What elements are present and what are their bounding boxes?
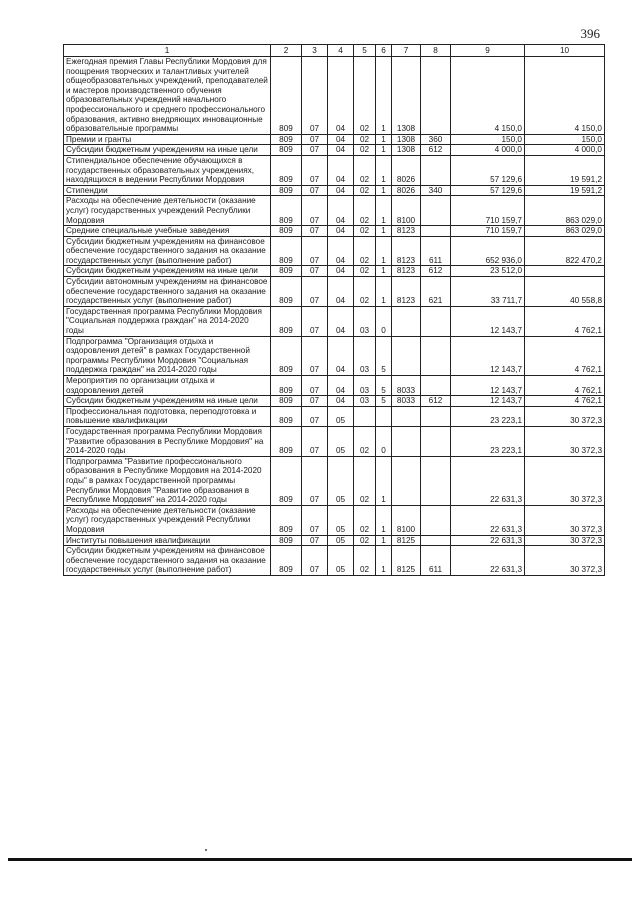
table-row: [64, 134, 605, 145]
subprogram-code-cell: 1: [376, 145, 392, 156]
item-name-cell: Профессиональная подготовка, переподготовка и повышение квалификации: [64, 406, 271, 426]
amount-year-1-cell: 57 129,6: [451, 155, 525, 185]
subprogram-code-cell: 1: [376, 57, 392, 135]
section-code-cell: 07: [302, 266, 328, 277]
admin-code-cell: 809: [271, 226, 302, 237]
admin-code-cell: 809: [271, 376, 302, 396]
section-code-cell: 07: [302, 226, 328, 237]
amount-year-1-cell: 23 223,1: [451, 426, 525, 456]
target-code-cell: 8123: [392, 236, 421, 266]
target-code-cell: 8100: [392, 505, 421, 535]
target-code-cell: 8125: [392, 535, 421, 546]
program-code-cell: 02: [354, 155, 376, 185]
table-row: [64, 426, 605, 456]
target-code-cell: 8123: [392, 277, 421, 307]
amount-year-2-cell: 4 150,0: [525, 57, 605, 135]
program-code-cell: 02: [354, 277, 376, 307]
expense-type-code-cell: [421, 336, 451, 375]
expense-type-code-cell: [421, 155, 451, 185]
subsection-code-cell: 04: [328, 396, 354, 407]
amount-year-1-cell: 652 936,0: [451, 236, 525, 266]
program-code-cell: 03: [354, 376, 376, 396]
table-row: [64, 185, 605, 196]
target-code-cell: [392, 456, 421, 505]
item-name-cell: Подпрограмма "Организация отдыха и оздоровления детей" в рамках Государственной программы Республики Мордовия "Социальная поддержка граждан" на 2014-2020 годы: [64, 336, 271, 375]
column-header-5: 5: [354, 45, 376, 57]
table-row: [64, 196, 605, 226]
subsection-code-cell: 05: [328, 456, 354, 505]
section-code-cell: 07: [302, 306, 328, 336]
target-code-cell: 1308: [392, 134, 421, 145]
item-name-cell: Стипендиальное обеспечение обучающихся в государственных образовательных учреждениях, находящихся в ведении Республики Мордовия: [64, 155, 271, 185]
admin-code-cell: 809: [271, 396, 302, 407]
subprogram-code-cell: 1: [376, 456, 392, 505]
table-row: [64, 376, 605, 396]
subprogram-code-cell: 1: [376, 134, 392, 145]
column-header-3: 3: [302, 45, 328, 57]
amount-year-1-cell: 150,0: [451, 134, 525, 145]
section-code-cell: 07: [302, 396, 328, 407]
subprogram-code-cell: 1: [376, 266, 392, 277]
subsection-code-cell: 04: [328, 134, 354, 145]
expense-type-code-cell: [421, 535, 451, 546]
subprogram-code-cell: 5: [376, 336, 392, 375]
expense-type-code-cell: [421, 376, 451, 396]
target-code-cell: 8123: [392, 266, 421, 277]
subprogram-code-cell: 1: [376, 546, 392, 576]
amount-year-1-cell: 4 150,0: [451, 57, 525, 135]
header-row: [64, 45, 605, 57]
column-header-8: 8: [421, 45, 451, 57]
subprogram-code-cell: 1: [376, 185, 392, 196]
amount-year-1-cell: 12 143,7: [451, 376, 525, 396]
table-body: [64, 57, 605, 576]
section-code-cell: 07: [302, 406, 328, 426]
table-row: [64, 535, 605, 546]
expense-type-code-cell: [421, 456, 451, 505]
target-code-cell: [392, 336, 421, 375]
amount-year-2-cell: 30 372,3: [525, 546, 605, 576]
expense-type-code-cell: 611: [421, 236, 451, 266]
subsection-code-cell: 05: [328, 426, 354, 456]
admin-code-cell: 809: [271, 277, 302, 307]
column-header-4: 4: [328, 45, 354, 57]
amount-year-2-cell: 30 372,3: [525, 535, 605, 546]
expense-type-code-cell: 360: [421, 134, 451, 145]
program-code-cell: 03: [354, 396, 376, 407]
bottom-rule: [8, 858, 632, 861]
program-code-cell: 02: [354, 546, 376, 576]
admin-code-cell: 809: [271, 426, 302, 456]
target-code-cell: 1308: [392, 57, 421, 135]
target-code-cell: 8123: [392, 226, 421, 237]
item-name-cell: Премии и гранты: [64, 134, 271, 145]
subsection-code-cell: 04: [328, 277, 354, 307]
budget-table: [63, 44, 605, 576]
subsection-code-cell: 04: [328, 376, 354, 396]
subprogram-code-cell: 0: [376, 306, 392, 336]
amount-year-1-cell: 22 631,3: [451, 505, 525, 535]
amount-year-2-cell: 30 372,3: [525, 426, 605, 456]
section-code-cell: 07: [302, 426, 328, 456]
item-name-cell: Стипендии: [64, 185, 271, 196]
item-name-cell: Субсидии бюджетным учреждениям на финансовое обеспечение государственного задания на оказание государственных услуг (выполнение работ): [64, 546, 271, 576]
section-code-cell: 07: [302, 277, 328, 307]
subsection-code-cell: 05: [328, 505, 354, 535]
subprogram-code-cell: 1: [376, 277, 392, 307]
admin-code-cell: 809: [271, 236, 302, 266]
admin-code-cell: 809: [271, 505, 302, 535]
amount-year-2-cell: 863 029,0: [525, 226, 605, 237]
expense-type-code-cell: 612: [421, 396, 451, 407]
section-code-cell: 07: [302, 546, 328, 576]
subsection-code-cell: 04: [328, 306, 354, 336]
item-name-cell: Субсидии бюджетным учреждениям на иные цели: [64, 266, 271, 277]
item-name-cell: Государственная программа Республики Мордовия "Развитие образования в Республике Мордовия" на 2014-2020 годы: [64, 426, 271, 456]
item-name-cell: Институты повышения квалификации: [64, 535, 271, 546]
table-row: [64, 396, 605, 407]
table-row: [64, 236, 605, 266]
amount-year-2-cell: 822 470,2: [525, 236, 605, 266]
program-code-cell: 02: [354, 236, 376, 266]
expense-type-code-cell: 621: [421, 277, 451, 307]
subsection-code-cell: 04: [328, 155, 354, 185]
program-code-cell: 02: [354, 456, 376, 505]
target-code-cell: [392, 306, 421, 336]
amount-year-1-cell: 710 159,7: [451, 226, 525, 237]
subprogram-code-cell: 1: [376, 155, 392, 185]
item-name-cell: Субсидии бюджетным учреждениям на иные цели: [64, 396, 271, 407]
admin-code-cell: 809: [271, 145, 302, 156]
amount-year-2-cell: 19 591,2: [525, 155, 605, 185]
amount-year-1-cell: 22 631,3: [451, 546, 525, 576]
amount-year-2-cell: 863 029,0: [525, 196, 605, 226]
program-code-cell: 02: [354, 185, 376, 196]
amount-year-1-cell: 22 631,3: [451, 535, 525, 546]
amount-year-1-cell: 12 143,7: [451, 306, 525, 336]
item-name-cell: Мероприятия по организации отдыха и оздоровления детей: [64, 376, 271, 396]
section-code-cell: 07: [302, 196, 328, 226]
expense-type-code-cell: [421, 306, 451, 336]
amount-year-2-cell: 4 762,1: [525, 376, 605, 396]
subsection-code-cell: 05: [328, 546, 354, 576]
expense-type-code-cell: 611: [421, 546, 451, 576]
program-code-cell: 02: [354, 134, 376, 145]
amount-year-2-cell: 30 372,3: [525, 406, 605, 426]
section-code-cell: 07: [302, 376, 328, 396]
table-row: [64, 456, 605, 505]
subprogram-code-cell: 1: [376, 236, 392, 266]
subsection-code-cell: 04: [328, 57, 354, 135]
admin-code-cell: 809: [271, 306, 302, 336]
amount-year-2-cell: 40 558,8: [525, 277, 605, 307]
admin-code-cell: 809: [271, 546, 302, 576]
amount-year-2-cell: [525, 266, 605, 277]
item-name-cell: Субсидии бюджетным учреждениям на финансовое обеспечение государственного задания на оказание государственных услуг (выполнение работ): [64, 236, 271, 266]
admin-code-cell: 809: [271, 406, 302, 426]
subprogram-code-cell: 1: [376, 505, 392, 535]
subprogram-code-cell: 1: [376, 196, 392, 226]
expense-type-code-cell: [421, 505, 451, 535]
program-code-cell: 03: [354, 336, 376, 375]
subsection-code-cell: 04: [328, 236, 354, 266]
section-code-cell: 07: [302, 456, 328, 505]
program-code-cell: 02: [354, 57, 376, 135]
subsection-code-cell: 04: [328, 145, 354, 156]
item-name-cell: Расходы на обеспечение деятельности (оказание услуг) государственных учреждений Республики Мордовия: [64, 505, 271, 535]
amount-year-1-cell: 23 223,1: [451, 406, 525, 426]
section-code-cell: 07: [302, 145, 328, 156]
target-code-cell: 8125: [392, 546, 421, 576]
program-code-cell: 02: [354, 505, 376, 535]
amount-year-2-cell: 19 591,2: [525, 185, 605, 196]
subsection-code-cell: 04: [328, 185, 354, 196]
section-code-cell: 07: [302, 535, 328, 546]
scan-speck: [205, 849, 207, 851]
amount-year-1-cell: 33 711,7: [451, 277, 525, 307]
amount-year-1-cell: 4 000,0: [451, 145, 525, 156]
target-code-cell: 8033: [392, 396, 421, 407]
expense-type-code-cell: [421, 226, 451, 237]
amount-year-2-cell: 4 762,1: [525, 306, 605, 336]
item-name-cell: Субсидии автономным учреждениям на финансовое обеспечение государственного задания на оказание государственных услуг (выполнение работ): [64, 277, 271, 307]
admin-code-cell: 809: [271, 336, 302, 375]
section-code-cell: 07: [302, 134, 328, 145]
amount-year-1-cell: 57 129,6: [451, 185, 525, 196]
amount-year-1-cell: 23 512,0: [451, 266, 525, 277]
amount-year-1-cell: 12 143,7: [451, 336, 525, 375]
target-code-cell: 8026: [392, 155, 421, 185]
table-row: [64, 266, 605, 277]
admin-code-cell: 809: [271, 134, 302, 145]
target-code-cell: 8033: [392, 376, 421, 396]
target-code-cell: 8026: [392, 185, 421, 196]
admin-code-cell: 809: [271, 155, 302, 185]
item-name-cell: Ежегодная премия Главы Республики Мордовия для поощрения творческих и талантливых учителей общеобразовательных учреждений, преподавателей и мастеров производственного обучения образовательных учреждений начального профессионального и среднего профессионального образования, активно внедряющих инновационные образовательные программы: [64, 57, 271, 135]
column-header-9: 9: [451, 45, 525, 57]
program-code-cell: 02: [354, 426, 376, 456]
item-name-cell: Государственная программа Республики Мордовия "Социальная поддержка граждан" на 2014-2020 годы: [64, 306, 271, 336]
section-code-cell: 07: [302, 57, 328, 135]
amount-year-1-cell: 22 631,3: [451, 456, 525, 505]
section-code-cell: 07: [302, 155, 328, 185]
expense-type-code-cell: [421, 196, 451, 226]
subprogram-code-cell: 5: [376, 376, 392, 396]
subprogram-code-cell: 5: [376, 396, 392, 407]
program-code-cell: 02: [354, 226, 376, 237]
section-code-cell: 07: [302, 505, 328, 535]
program-code-cell: 02: [354, 145, 376, 156]
section-code-cell: 07: [302, 336, 328, 375]
section-code-cell: 07: [302, 236, 328, 266]
amount-year-1-cell: 12 143,7: [451, 396, 525, 407]
expense-type-code-cell: [421, 426, 451, 456]
table-row: [64, 277, 605, 307]
program-code-cell: 02: [354, 535, 376, 546]
subsection-code-cell: 05: [328, 535, 354, 546]
target-code-cell: 8100: [392, 196, 421, 226]
subsection-code-cell: 04: [328, 196, 354, 226]
subsection-code-cell: 05: [328, 406, 354, 426]
amount-year-2-cell: 4 762,1: [525, 396, 605, 407]
table-row: [64, 145, 605, 156]
table-row: [64, 155, 605, 185]
program-code-cell: 02: [354, 196, 376, 226]
target-code-cell: [392, 406, 421, 426]
subprogram-code-cell: 1: [376, 535, 392, 546]
admin-code-cell: 809: [271, 456, 302, 505]
amount-year-2-cell: 4 000,0: [525, 145, 605, 156]
expense-type-code-cell: [421, 406, 451, 426]
subprogram-code-cell: 0: [376, 426, 392, 456]
program-code-cell: 02: [354, 266, 376, 277]
subsection-code-cell: 04: [328, 336, 354, 375]
admin-code-cell: 809: [271, 266, 302, 277]
admin-code-cell: 809: [271, 57, 302, 135]
expense-type-code-cell: 340: [421, 185, 451, 196]
program-code-cell: 03: [354, 306, 376, 336]
column-header-1: 1: [64, 45, 271, 57]
subprogram-code-cell: 1: [376, 226, 392, 237]
item-name-cell: Расходы на обеспечение деятельности (оказание услуг) государственных учреждений Республики Мордовия: [64, 196, 271, 226]
table-row: [64, 336, 605, 375]
admin-code-cell: 809: [271, 185, 302, 196]
table-row: [64, 546, 605, 576]
column-header-6: 6: [376, 45, 392, 57]
item-name-cell: Субсидии бюджетным учреждениям на иные цели: [64, 145, 271, 156]
column-header-2: 2: [271, 45, 302, 57]
subsection-code-cell: 04: [328, 226, 354, 237]
expense-type-code-cell: 612: [421, 266, 451, 277]
admin-code-cell: 809: [271, 535, 302, 546]
item-name-cell: Подпрограмма "Развитие профессионального образования в Республике Мордовия на 2014-2020 годы" в рамках Государственной программы Республики Мордовия "Развитие образования в Республике Мордовия" на 2014-2020 годы: [64, 456, 271, 505]
target-code-cell: 1308: [392, 145, 421, 156]
table-row: [64, 226, 605, 237]
column-header-7: 7: [392, 45, 421, 57]
table-row: [64, 57, 605, 135]
section-code-cell: 07: [302, 185, 328, 196]
target-code-cell: [392, 426, 421, 456]
amount-year-1-cell: 710 159,7: [451, 196, 525, 226]
subsection-code-cell: 04: [328, 266, 354, 277]
expense-type-code-cell: 612: [421, 145, 451, 156]
amount-year-2-cell: 150,0: [525, 134, 605, 145]
program-code-cell: [354, 406, 376, 426]
table-row: [64, 306, 605, 336]
table-header: [64, 45, 605, 57]
amount-year-2-cell: 30 372,3: [525, 505, 605, 535]
amount-year-2-cell: 30 372,3: [525, 456, 605, 505]
amount-year-2-cell: 4 762,1: [525, 336, 605, 375]
subprogram-code-cell: [376, 406, 392, 426]
page-number: 396: [580, 26, 600, 41]
expense-type-code-cell: [421, 57, 451, 135]
item-name-cell: Средние специальные учебные заведения: [64, 226, 271, 237]
column-header-10: 10: [525, 45, 605, 57]
table-row: [64, 406, 605, 426]
admin-code-cell: 809: [271, 196, 302, 226]
table-row: [64, 505, 605, 535]
